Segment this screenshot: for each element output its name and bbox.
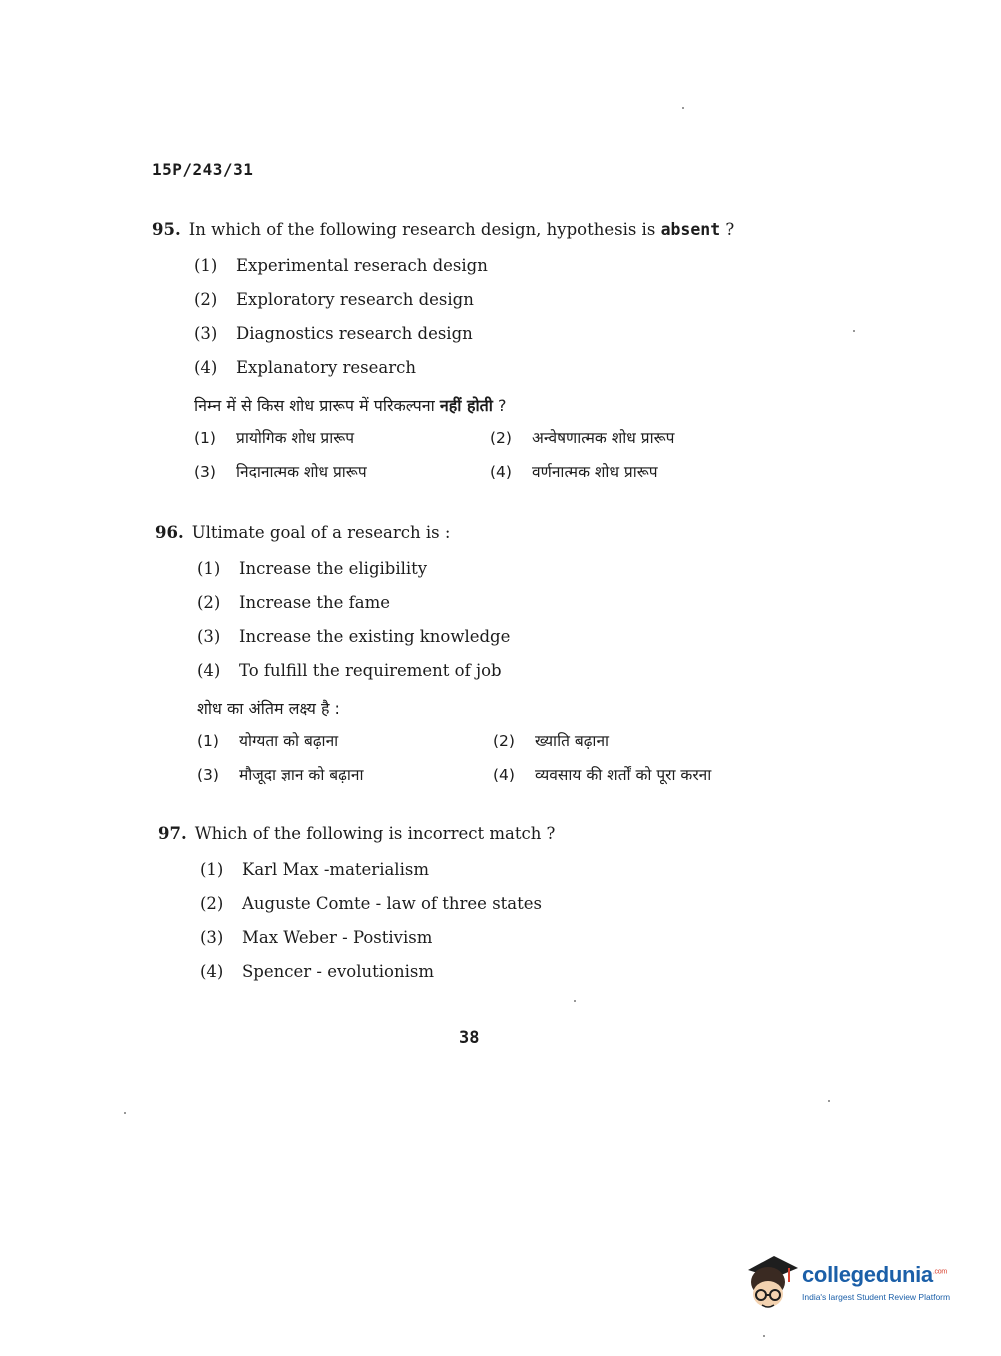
option-1: (1) Experimental reserach design [194,256,488,275]
options-list [197,558,793,694]
option-1: (1) Karl Max -materialism [200,860,429,879]
option-1: (1) Increase the eligibility [197,559,428,578]
option-2: (2) Exploratory research design [194,290,474,309]
option-3: (3) Max Weber - Postivism [200,928,433,947]
hindi-option-2: (2) ख्याति बढ़ाना [493,732,610,750]
scan-speck [763,1335,765,1337]
hindi-option-3: (3) मौजूदा ज्ञान को बढ़ाना [197,766,364,784]
hindi-options [197,730,793,786]
hindi-options [194,427,790,483]
question-95 [152,219,790,483]
scan-speck [574,1000,576,1002]
scan-speck [682,107,684,109]
question-text: 96. Ultimate goal of a research is : [155,523,451,542]
question-text: 97. Which of the following is incorrect match ? [158,824,556,843]
options-list [194,255,790,391]
question-number: 95. [152,220,181,239]
question-number: 97. [158,824,187,843]
question-97 [158,823,555,995]
emphasis-word: absent [660,220,721,239]
options-list [200,859,555,995]
question-number: 96. [155,523,184,542]
hindi-question-text: शोध का अंतिम लक्ष्य है : [197,699,340,718]
brand-name: collegedunia$^{.com}$ [802,1262,947,1287]
option-3: (3) Increase the existing knowledge [197,627,511,646]
hindi-option-2: (2) अन्वेषणात्मक शोध प्रारूप [490,429,675,447]
question-text: 95. In which of the following research design, hypothesis is absent ? [152,220,735,239]
option-4: (4) Spencer - evolutionism [200,962,434,981]
option-3: (3) Diagnostics research design [194,324,473,343]
scan-speck [124,1112,126,1114]
graduate-mascot-icon [744,1252,800,1314]
hindi-option-3: (3) निदानात्मक शोध प्रारूप [194,463,367,481]
option-4: (4) To fulfill the requirement of job [197,661,502,680]
scan-speck [853,330,855,332]
hindi-option-1: (1) योग्यता को बढ़ाना [197,732,339,750]
paper-code: 15P/243/31 [152,160,254,179]
hindi-question-text: निम्न में से किस शोध प्रारूप में परिकल्पना नहीं होती ? [194,396,507,415]
option-2: (2) Auguste Comte - law of three states [200,894,542,913]
page-number: 38 [459,1028,480,1048]
option-2: (2) Increase the fame [197,593,390,612]
hindi-option-4: (4) व्यवसाय की शर्तों को पूरा करना [493,766,712,784]
hindi-option-4: (4) वर्णनात्मक शोध प्रारूप [490,463,658,481]
scan-speck [828,1100,830,1102]
brand-tagline: India's largest Student Review Platform [802,1292,951,1302]
option-4: (4) Explanatory research [194,358,416,377]
question-96 [155,522,793,786]
collegedunia-watermark [744,1252,974,1314]
hindi-option-1: (1) प्रायोगिक शोध प्रारूप [194,429,355,447]
